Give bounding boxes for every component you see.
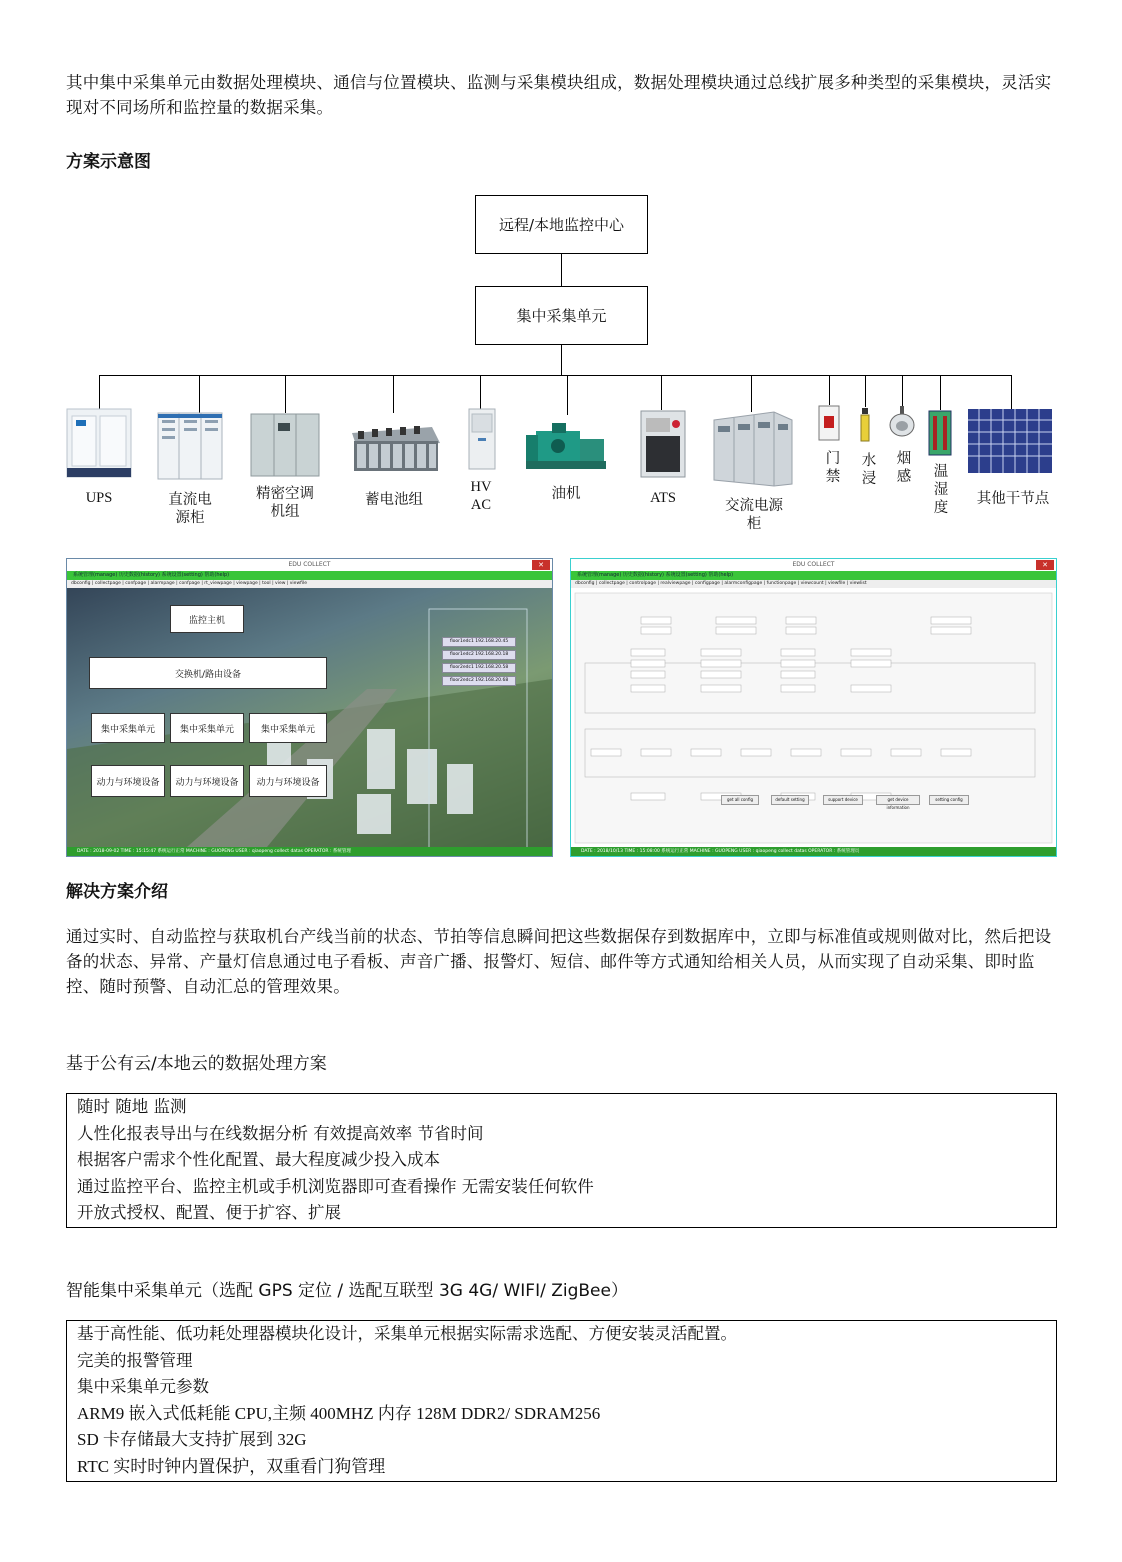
get-device-info-button[interactable]: get device information — [876, 795, 920, 805]
table-row: SD 卡存储最大支持扩展到 32G — [77, 1430, 307, 1450]
table-row: 完美的报警管理 — [77, 1350, 193, 1370]
ip-list-item[interactable]: floor2edc2 192.168.20.68 — [442, 676, 516, 686]
solution-heading: 解决方案介绍 — [66, 882, 168, 902]
bus-line — [99, 375, 1012, 376]
hvac-unit-icon — [468, 408, 496, 470]
drop-line — [865, 375, 866, 407]
dry-contact-module-icon — [967, 408, 1053, 474]
table-row: 随时 随地 监测 — [77, 1097, 187, 1116]
thermo-hygrometer-icon — [928, 410, 952, 456]
ip-list-item[interactable]: floor1edc1 192.168.20.45 — [442, 637, 516, 647]
tab-bar[interactable]: dbconfig | collectpage | controlpage | realviewpage | configpage | alarmconfigpage | functionpage | viewcount | viewfile | viewlist — [571, 580, 1056, 588]
ip-list-item[interactable]: floor2edc1 192.168.20.58 — [442, 663, 516, 673]
device-label-water: 水 浸 — [861, 453, 877, 487]
env-device-box[interactable]: 动力与环境设备 — [170, 765, 244, 797]
table-row: 根据客户需求个性化配置、最大程度减少投入成本 — [77, 1150, 440, 1170]
drop-line — [480, 375, 481, 410]
table-row: 集中采集单元参数 — [77, 1377, 209, 1397]
table-row: RTC 实时时钟内置保护，双重看门狗管理 — [77, 1456, 386, 1476]
diagram-heading: 方案示意图 — [66, 152, 151, 172]
dc-power-cabinet-icon — [157, 412, 223, 480]
drop-line — [902, 375, 903, 407]
get-all-config-button[interactable]: get all config — [721, 795, 759, 805]
table-row: 开放式授权、配置、便于扩容、扩展 — [77, 1203, 341, 1223]
ac-power-cabinet-icon — [712, 410, 794, 488]
cloud-heading: 基于公有云/本地云的数据处理方案 — [66, 1054, 327, 1074]
ups-cabinet-icon — [66, 408, 132, 478]
ip-list-item[interactable]: floor1edc2 192.168.20.18 — [442, 650, 516, 660]
monitor-center-box: 远程/本地监控中心 — [475, 195, 648, 254]
close-icon[interactable]: ✕ — [1036, 560, 1054, 570]
topology-screenshot — [66, 558, 553, 857]
ip-list — [432, 633, 524, 693]
connector-line — [561, 253, 562, 286]
collection-unit-box: 集中采集单元 — [475, 286, 648, 345]
config-form — [571, 589, 1056, 847]
collection-unit-box[interactable]: 集中采集单元 — [91, 713, 165, 743]
device-label-generator: 油机 — [551, 486, 581, 502]
smoke-detector-icon — [888, 405, 916, 445]
drop-line — [661, 375, 662, 410]
drop-line — [829, 375, 830, 405]
window-title: EDU COLLECT — [571, 559, 1056, 571]
water-sensor-icon — [858, 407, 872, 443]
precision-ac-icon — [250, 413, 320, 477]
device-label-battery: 蓄电池组 — [365, 492, 423, 508]
drop-line — [99, 375, 100, 410]
drop-line — [285, 375, 286, 413]
intro-paragraph: 其中集中采集单元由数据处理模块、通信与位置模块、监测与采集模块组成，数据处理模块通过总线扩展多种类型的采集模块，灵活实现对不同场所和监控量的数据采集。 — [66, 73, 1052, 117]
menu-bar[interactable]: 系统管理(manage) 历史数据(history) 系统设置(setting) 帮助(help) — [571, 571, 1056, 580]
battery-bank-icon — [348, 413, 442, 477]
device-label-ac-cabinet: 交流电源 柜 — [725, 498, 783, 532]
env-device-box[interactable]: 动力与环境设备 — [91, 765, 165, 797]
device-label-ups: UPS — [85, 490, 113, 506]
door-access-icon — [818, 405, 840, 441]
solution-paragraph: 通过实时、自动监控与获取机台产线当前的状态、节拍等信息瞬间把这些数据保存到数据库中，立即与标准值或规则做对比，然后把设备的状态、异常、产量灯信息通过电子看板、声音广播、报警灯、短信、邮件等方式通知给相关人员，从而实现了自动采集、即时监控、随时预警、自动汇总的管理效果。 — [66, 927, 1052, 996]
default-setting-button[interactable]: default setting — [771, 795, 809, 805]
drop-line — [567, 375, 568, 415]
device-label-hvac: HV AC — [470, 479, 492, 513]
setting-config-button[interactable]: setting config — [929, 795, 969, 805]
table-row: 基于高性能、低功耗处理器模块化设计，采集单元根据实际需求选配、方便安装灵活配置。 — [77, 1324, 737, 1343]
monitor-host-box: 监控主机 — [170, 605, 244, 633]
config-screenshot — [570, 558, 1057, 857]
status-bar: DATE : 2018/10/13 TIME : 15:08:00 系统运行正常 MACHINE : GUOPENG USER : qiaopeng collect datas OPERATOR : 系统管理员 — [571, 847, 1056, 856]
table-row: ARM9 嵌入式低耗能 CPU,主频 400MHZ 内存 128M DDR2/ SDRAM256 — [77, 1403, 601, 1423]
drop-line — [393, 375, 394, 413]
env-device-box[interactable]: 动力与环境设备 — [249, 765, 327, 797]
device-label-ats: ATS — [650, 490, 676, 506]
connector-line — [561, 344, 562, 375]
window-title: EDU COLLECT — [67, 559, 552, 571]
drop-line — [199, 375, 200, 415]
ats-switch-icon — [640, 410, 686, 478]
drop-line — [1011, 375, 1012, 410]
device-label-door: 门 禁 — [825, 451, 841, 485]
unit-feature-table — [66, 1320, 1057, 1482]
close-icon[interactable]: ✕ — [532, 560, 550, 570]
collection-unit-box[interactable]: 集中采集单元 — [170, 713, 244, 743]
device-label-dc-cabinet: 直流电 源柜 — [168, 492, 212, 526]
status-bar: DATE : 2018-09-02 TIME : 15:15:47 系统运行正常 MACHINE : GUOPENG USER : qiaopeng collect datas OPERATOR : 系统管理 — [67, 847, 552, 856]
support-device-button[interactable]: support device — [823, 795, 863, 805]
drop-line — [940, 375, 941, 410]
collection-unit-box[interactable]: 集中采集单元 — [249, 713, 327, 743]
menu-bar[interactable]: 系统管理(manage) 历史数据(history) 系统设置(setting) 帮助(help) — [67, 571, 552, 580]
device-label-temp-humidity: 温 湿 度 — [933, 464, 949, 516]
device-label-precision-ac: 精密空调 机组 — [256, 486, 314, 520]
table-row: 人性化报表导出与在线数据分析 有效提高效率 节省时间 — [77, 1123, 484, 1143]
diesel-generator-icon — [522, 413, 610, 473]
switch-router-box: 交换机/路由设备 — [89, 657, 327, 689]
cloud-feature-table — [66, 1093, 1057, 1228]
drop-line — [751, 375, 752, 412]
table-row: 通过监控平台、监控主机或手机浏览器即可查看操作 无需安装任何软件 — [77, 1176, 594, 1196]
tab-bar[interactable]: dbconfig | collectpage | confpage | alarmpage | confpage | rt_viewpage | viewpage | tool | view | viewfile — [67, 580, 552, 588]
unit-heading: 智能集中采集单元（选配 GPS 定位 / 选配互联型 3G 4G/ WIFI/ ZigBee） — [66, 1281, 628, 1301]
device-label-dry-contact: 其他干节点 — [976, 491, 1050, 507]
device-label-smoke: 烟 感 — [896, 451, 912, 485]
